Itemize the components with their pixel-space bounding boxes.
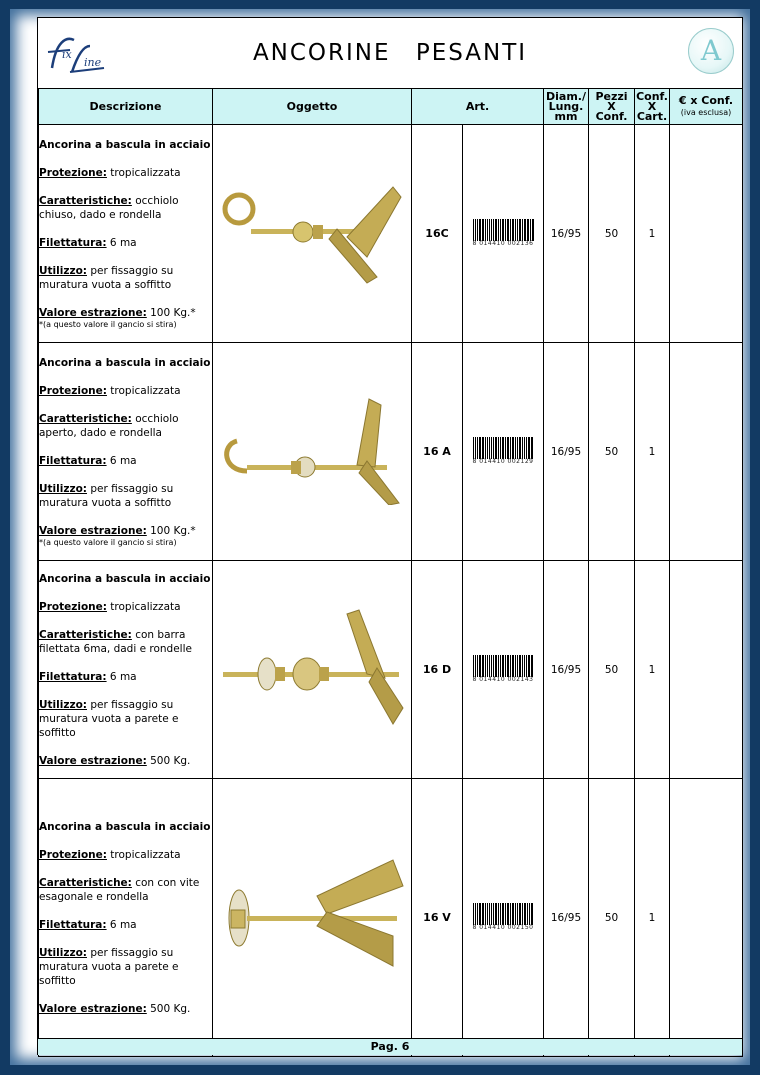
- barcode-bar: [493, 655, 494, 677]
- barcode-bar: [505, 655, 506, 677]
- barcode-bar: [519, 219, 521, 241]
- barcode-bar: [524, 219, 526, 241]
- barcode-bar: [502, 437, 504, 459]
- barcode-bar: [485, 219, 486, 241]
- barcode-bar: [528, 437, 530, 459]
- barcode-bar: [505, 903, 506, 925]
- col-diam: Diam./ Lung. mm: [544, 89, 589, 125]
- barcode-bar: [515, 903, 516, 925]
- product-description: Ancorina a bascula in acciaio Protezione: tropicalizzata Caratteristiche: occhiolo chiuso, dado e rondella Filettatura: 6 ma Utilizzo: per fissaggio su muratura vuota a soffitto Valore estrazione: 100 Kg.* *(a questo valore il gancio si stira): [39, 125, 213, 343]
- barcode-bar: [527, 219, 529, 241]
- barcode-bar: [517, 219, 518, 241]
- barcode-bar: [512, 219, 514, 241]
- diam-value: 16/95: [544, 343, 589, 561]
- col-conf: Conf. X Cart.: [636, 89, 668, 123]
- barcode-bar: [500, 219, 501, 241]
- barcode-bar: [493, 219, 494, 241]
- barcode-bar: [528, 655, 530, 677]
- barcode-bar: [495, 903, 497, 925]
- price-value: [670, 561, 743, 779]
- barcode-bar: [489, 437, 490, 459]
- anchor-open-hook-icon: [217, 395, 407, 505]
- catalog-sheet: [37, 17, 743, 1055]
- page-number: Pag. 6: [38, 1038, 742, 1055]
- barcode-bar: [500, 437, 501, 459]
- svg-text:ine: ine: [84, 56, 102, 69]
- barcode-bar: [531, 437, 533, 459]
- barcode-bar: [498, 903, 499, 925]
- barcode-bar: [530, 219, 531, 241]
- barcode-bar: [487, 219, 488, 241]
- barcode-bar: [485, 655, 486, 677]
- barcode-bar: [519, 437, 521, 459]
- barcode-bar: [487, 655, 488, 677]
- barcode-bar: [522, 903, 523, 925]
- col-descrizione: Descrizione: [39, 89, 213, 125]
- barcode-bar: [500, 903, 501, 925]
- barcode-bar: [489, 655, 490, 677]
- barcode-bar: [491, 903, 492, 925]
- product-code: 16C: [412, 125, 463, 343]
- product-image: [213, 561, 412, 779]
- product-description: Ancorina a bascula in acciaio Protezione: tropicalizzata Caratteristiche: con barra filettata 6ma, dadi e rondelle Filettatura: 6 ma Utilizzo: per fissaggio su muratura vuota a parete e soffitto Valore estrazione: 500 Kg.: [39, 561, 213, 779]
- section-badge: A: [688, 28, 734, 74]
- barcode-bar: [498, 655, 499, 677]
- price-value: [670, 125, 743, 343]
- barcode-bar: [505, 437, 506, 459]
- barcode-bar: [485, 903, 486, 925]
- barcode-bar: [512, 437, 514, 459]
- col-oggetto: Oggetto: [213, 89, 412, 125]
- barcode-bar: [507, 219, 509, 241]
- barcode-bar: [507, 437, 509, 459]
- barcode-bar: [477, 655, 478, 677]
- barcode-bar: [482, 903, 484, 925]
- barcode-bar: [531, 655, 533, 677]
- barcode-bar: [485, 437, 486, 459]
- barcode-bar: [522, 655, 523, 677]
- barcode-bar: [515, 655, 516, 677]
- barcode: 8 014410 002150: [463, 779, 544, 1057]
- barcode-bar: [477, 219, 478, 241]
- barcode-bar: [491, 655, 492, 677]
- barcode-bar: [515, 437, 516, 459]
- barcode-bar: [527, 903, 528, 925]
- anchor-hex-screw-icon: [217, 856, 407, 976]
- anchor-threaded-bar-icon: [217, 608, 407, 728]
- barcode-bar: [495, 655, 497, 677]
- product-description: Ancorina a bascula in acciaio Protezione: tropicalizzata Caratteristiche: con con vite esagonale e rondella Filettatura: 6 ma Utilizzo: per fissaggio su muratura vuota a parete e soffitto Valore estrazione: 500 Kg.: [39, 779, 213, 1057]
- svg-text:ix: ix: [62, 48, 72, 61]
- col-pezzi: Pezzi X Conf.: [589, 89, 635, 125]
- barcode-bar: [479, 437, 481, 459]
- barcode-bar: [493, 437, 494, 459]
- product-image: [213, 125, 412, 343]
- barcode-bar: [517, 655, 518, 677]
- barcode-bar: [524, 437, 525, 459]
- barcode-bar: [498, 437, 499, 459]
- barcode-bar: [519, 655, 521, 677]
- barcode-bar: [489, 903, 490, 925]
- barcode-bar: [475, 655, 476, 677]
- barcode-bar: [487, 903, 488, 925]
- barcode-bar: [519, 903, 521, 925]
- barcode-bar: [522, 219, 523, 241]
- barcode-bar: [507, 903, 509, 925]
- table-row: [39, 779, 743, 1057]
- barcode: 8 014410 002136: [463, 125, 544, 343]
- col-price: € x Conf. (iva esclusa): [670, 89, 743, 125]
- pezzi-value: 50: [589, 779, 635, 1057]
- barcode-bar: [491, 437, 492, 459]
- barcode-bar: [479, 903, 481, 925]
- barcode-bar: [473, 219, 474, 241]
- table-row: [39, 343, 743, 561]
- barcode-bar: [479, 219, 481, 241]
- conf-value: 1: [635, 561, 670, 779]
- barcode-bar: [505, 219, 506, 241]
- barcode-bar: [529, 903, 530, 925]
- barcode-bar: [491, 219, 492, 241]
- conf-value: 1: [635, 125, 670, 343]
- barcode-bar: [473, 655, 474, 677]
- table-row: [39, 125, 743, 343]
- price-value: [670, 779, 743, 1057]
- barcode-bar: [502, 219, 504, 241]
- barcode-bar: [524, 655, 525, 677]
- table-row: [39, 561, 743, 779]
- barcode-bar: [482, 437, 484, 459]
- diam-value: 16/95: [544, 561, 589, 779]
- col-art: Art.: [412, 89, 544, 125]
- barcode: 8 014410 002143: [463, 561, 544, 779]
- barcode-bar: [473, 437, 474, 459]
- product-description: Ancorina a bascula in acciaio Protezione: tropicalizzata Caratteristiche: occhiolo aperto, dado e rondella Filettatura: 6 ma Utilizzo: per fissaggio su muratura vuota a soffitto Valore estrazione: 100 Kg.* *(a questo valore il gancio si stira): [39, 343, 213, 561]
- barcode-bar: [475, 903, 476, 925]
- barcode-bar: [515, 219, 516, 241]
- barcode-bar: [517, 437, 518, 459]
- barcode-bar: [487, 437, 488, 459]
- barcode: 8 014410 002129: [463, 343, 544, 561]
- pezzi-value: 50: [589, 343, 635, 561]
- product-code: 16 A: [412, 343, 463, 561]
- page-header: [38, 18, 742, 89]
- barcode-bar: [498, 219, 499, 241]
- barcode-bar: [502, 903, 504, 925]
- conf-value: 1: [635, 779, 670, 1057]
- pezzi-value: 50: [589, 125, 635, 343]
- barcode-bar: [517, 903, 518, 925]
- barcode-bar: [526, 437, 527, 459]
- barcode-bar: [510, 219, 511, 241]
- barcode-bar: [522, 437, 523, 459]
- barcode-bar: [532, 219, 534, 241]
- barcode-bar: [479, 655, 481, 677]
- conf-value: 1: [635, 343, 670, 561]
- page-frame: [10, 9, 750, 1065]
- page-title: ANCORINE PESANTI: [252, 40, 528, 66]
- barcode-bar: [502, 655, 504, 677]
- barcode-bar: [512, 903, 514, 925]
- barcode-bar: [482, 219, 484, 241]
- barcode-bar: [510, 655, 511, 677]
- price-value: [670, 343, 743, 561]
- barcode-bar: [507, 655, 509, 677]
- barcode-bar: [473, 903, 474, 925]
- barcode-bar: [475, 437, 476, 459]
- product-code: 16 D: [412, 561, 463, 779]
- table-header-row: [39, 89, 743, 125]
- barcode-bar: [531, 903, 533, 925]
- product-code: 16 V: [412, 779, 463, 1057]
- product-image: [213, 779, 412, 1057]
- product-image: [213, 343, 412, 561]
- barcode-bar: [482, 655, 484, 677]
- diam-value: 16/95: [544, 125, 589, 343]
- barcode-bar: [475, 219, 476, 241]
- pezzi-value: 50: [589, 561, 635, 779]
- barcode-bar: [495, 219, 497, 241]
- barcode-bar: [510, 437, 511, 459]
- barcode-bar: [526, 655, 527, 677]
- product-table: [38, 88, 743, 1057]
- barcode-bar: [510, 903, 511, 925]
- barcode-bar: [495, 437, 497, 459]
- barcode-bar: [500, 655, 501, 677]
- diam-value: 16/95: [544, 779, 589, 1057]
- barcode-bar: [489, 219, 490, 241]
- barcode-bar: [493, 903, 494, 925]
- barcode-bar: [477, 903, 478, 925]
- anchor-closed-eye-icon: [217, 177, 407, 287]
- barcode-bar: [524, 903, 526, 925]
- barcode-bar: [477, 437, 478, 459]
- barcode-bar: [512, 655, 514, 677]
